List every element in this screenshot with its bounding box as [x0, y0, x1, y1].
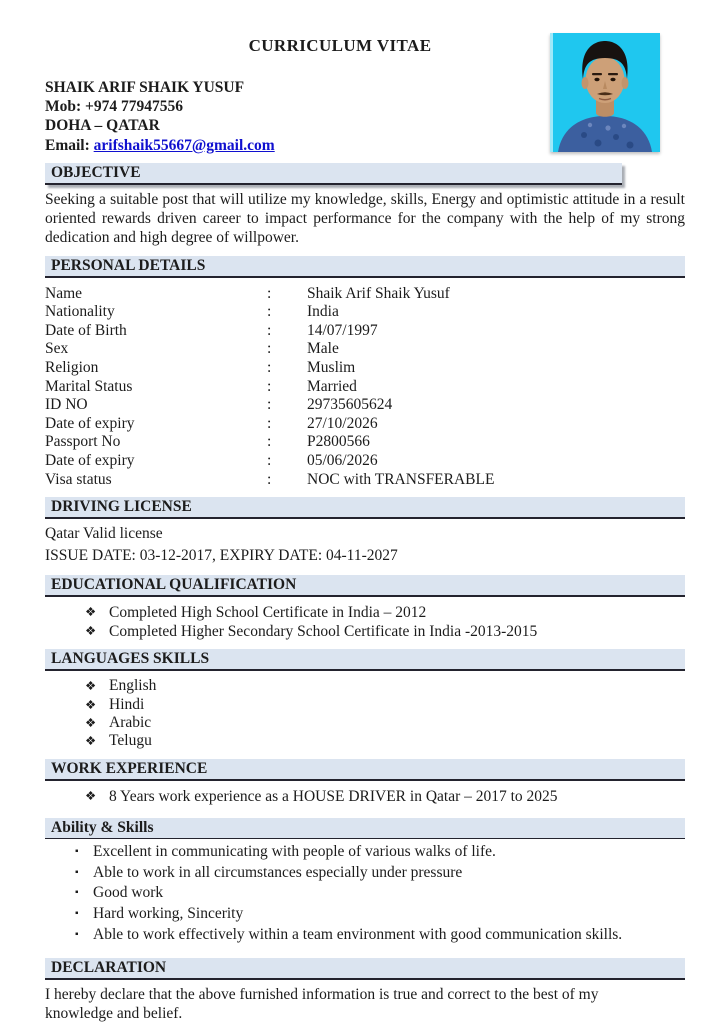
contact-email-row — [45, 136, 685, 155]
declaration-text: I hereby declare that the above furnished information is true and correct to the best of my knowledge and belief. — [45, 985, 599, 1023]
list-item — [45, 842, 685, 863]
list-item — [45, 787, 685, 806]
detail-label: ID NO — [45, 396, 88, 414]
ability-skills-list — [45, 842, 685, 946]
detail-label: Date of Birth — [45, 321, 127, 339]
list-item-text: Able to work in all circumstances especially under pressure — [93, 863, 463, 881]
contact-location: DOHA – QATAR — [45, 117, 160, 135]
section-heading-declaration: DECLARATION — [45, 958, 685, 980]
diamond-bullet-icon: ❖ — [85, 697, 97, 712]
work-experience-list — [45, 787, 685, 806]
list-item-text: Telugu — [109, 732, 152, 750]
detail-separator: : — [267, 433, 272, 451]
table-row — [45, 359, 685, 378]
diamond-bullet-icon: ❖ — [85, 788, 97, 803]
list-item — [45, 883, 685, 904]
list-item — [45, 677, 685, 695]
section-heading-personal-details: PERSONAL DETAILS — [45, 256, 685, 278]
detail-label: Date of expiry — [45, 414, 135, 432]
detail-label: Sex — [45, 340, 69, 358]
list-item-text: English — [109, 677, 157, 695]
contact-mobile — [45, 97, 685, 116]
diamond-bullet-icon: ❖ — [85, 679, 97, 694]
section-heading-objective: OBJECTIVE — [45, 163, 622, 185]
list-item — [45, 603, 685, 622]
languages-list — [45, 677, 685, 751]
detail-value: 27/10/2026 — [307, 414, 378, 432]
list-item-text: Excellent in communicating with people of various walks of life. — [93, 842, 496, 860]
diamond-bullet-icon: ❖ — [85, 716, 97, 731]
list-item — [45, 904, 685, 925]
section-heading-ability-skills: Ability & Skills — [45, 818, 685, 839]
list-item-text: Arabic — [109, 714, 152, 732]
detail-label: Marital Status — [45, 377, 133, 395]
personal-details-table — [45, 285, 685, 490]
detail-separator: : — [267, 284, 272, 302]
detail-label: Passport No — [45, 433, 121, 451]
table-row — [45, 340, 685, 359]
square-bullet-icon: ▪ — [75, 908, 79, 920]
detail-label: Visa status — [45, 470, 112, 488]
section-heading-languages: LANGUAGES SKILLS — [45, 649, 685, 671]
table-row — [45, 285, 685, 304]
email-label: Email: — [45, 136, 90, 154]
detail-value: 05/06/2026 — [307, 452, 378, 470]
detail-label: Name — [45, 284, 83, 302]
square-bullet-icon: ▪ — [75, 929, 79, 941]
list-item-text: Hindi — [109, 695, 145, 713]
contact-block — [45, 78, 685, 155]
email-link[interactable]: arifshaik55667@gmail.com — [93, 136, 275, 154]
list-item — [45, 863, 685, 884]
square-bullet-icon: ▪ — [75, 866, 79, 878]
list-item-text: Completed High School Certificate in India – 2012 — [109, 604, 427, 622]
table-row — [45, 303, 685, 322]
cv-content — [45, 36, 685, 1023]
list-item-text: Hard working, Sincerity — [93, 905, 244, 923]
detail-separator: : — [267, 414, 272, 432]
detail-value: India — [307, 303, 339, 321]
detail-separator: : — [267, 321, 272, 339]
square-bullet-icon: ▪ — [75, 887, 79, 899]
list-item — [45, 622, 685, 641]
table-row — [45, 396, 685, 415]
driving-license-line: ISSUE DATE: 03-12-2017, EXPIRY DATE: 04-11-2027 — [45, 547, 398, 565]
detail-label: Date of expiry — [45, 452, 135, 470]
diamond-bullet-icon: ❖ — [85, 605, 97, 620]
table-row — [45, 415, 685, 434]
list-item-text: 8 Years work experience as a HOUSE DRIVER in Qatar – 2017 to 2025 — [109, 787, 558, 805]
list-item-text: Completed Higher Secondary School Certificate in India -2013-2015 — [109, 623, 538, 641]
section-heading-work-experience: WORK EXPERIENCE — [45, 759, 685, 781]
section-heading-driving-license: DRIVING LICENSE — [45, 497, 685, 519]
detail-separator: : — [267, 377, 272, 395]
detail-value: Shaik Arif Shaik Yusuf — [307, 284, 450, 302]
detail-value: 29735605624 — [307, 396, 393, 414]
table-row — [45, 322, 685, 341]
detail-value: Muslim — [307, 359, 356, 377]
table-row — [45, 433, 685, 452]
diamond-bullet-icon: ❖ — [85, 734, 97, 749]
detail-separator: : — [267, 359, 272, 377]
detail-separator: : — [267, 340, 272, 358]
list-item — [45, 732, 685, 750]
driving-license-line: Qatar Valid license — [45, 525, 163, 543]
square-bullet-icon: ▪ — [75, 845, 79, 857]
table-row — [45, 471, 685, 490]
table-row — [45, 452, 685, 471]
list-item-text: Good work — [93, 884, 164, 902]
list-item — [45, 696, 685, 714]
driving-license-block — [45, 523, 685, 567]
list-item-text: Able to work effectively within a team environment with good communication skills. — [93, 926, 623, 944]
contact-name: SHAIK ARIF SHAIK YUSUF — [45, 79, 245, 96]
detail-value: Male — [307, 340, 339, 358]
detail-label: Nationality — [45, 303, 115, 321]
detail-label: Religion — [45, 359, 99, 377]
detail-separator: : — [267, 452, 272, 470]
list-item — [45, 714, 685, 732]
detail-separator: : — [267, 396, 272, 414]
page-title: CURRICULUM VITAE — [248, 36, 432, 55]
detail-value: 14/07/1997 — [307, 321, 378, 339]
detail-value: Married — [307, 377, 357, 395]
education-list — [45, 603, 685, 641]
detail-separator: : — [267, 470, 272, 488]
table-row — [45, 378, 685, 397]
diamond-bullet-icon: ❖ — [85, 624, 97, 639]
mobile-number: +974 77947556 — [85, 98, 184, 116]
section-heading-education: EDUCATIONAL QUALIFICATION — [45, 575, 685, 597]
objective-text: Seeking a suitable post that will utilize my knowledge, skills, Energy and optimistic attitude in a result oriented rewards driven career to impact performance for the company with the help of my strong dedication and high degree of willpower. — [45, 190, 685, 247]
detail-separator: : — [267, 303, 272, 321]
detail-value: NOC with TRANSFERABLE — [307, 470, 495, 488]
list-item — [45, 925, 685, 946]
mobile-label: Mob: — [45, 98, 82, 116]
detail-value: P2800566 — [307, 433, 370, 451]
